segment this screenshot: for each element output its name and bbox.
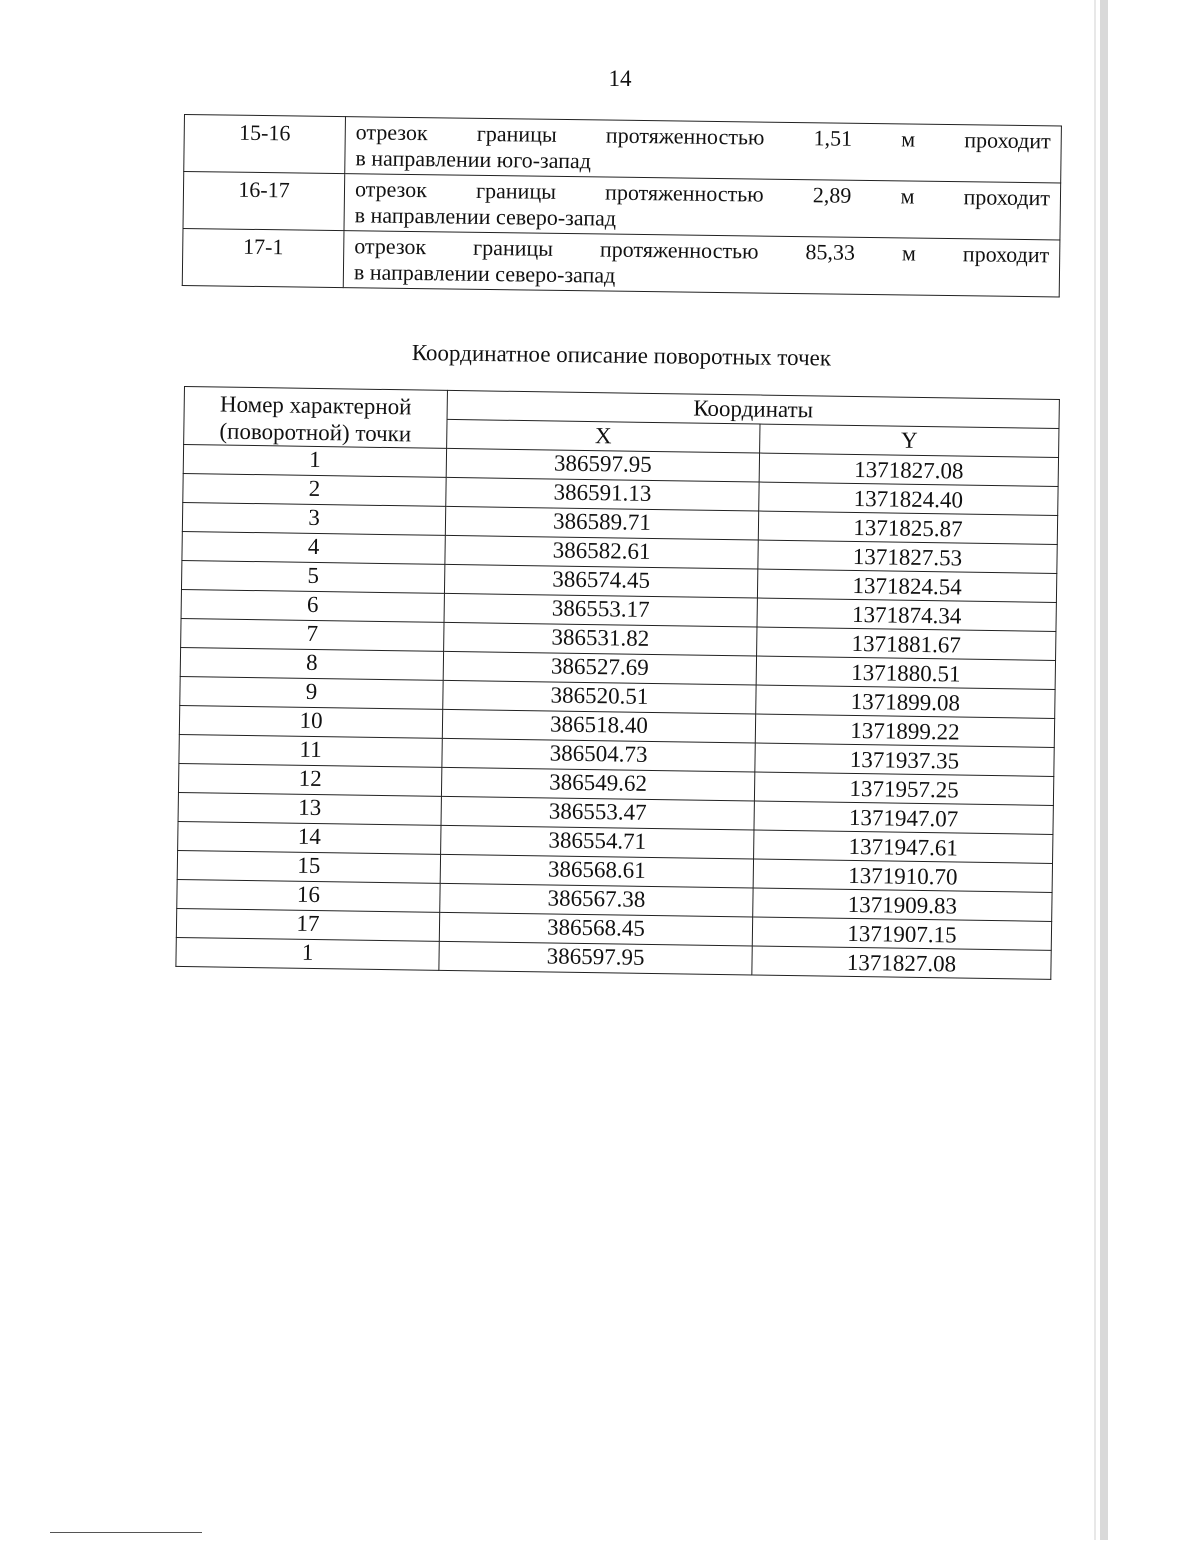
y-coordinate-cell: 1371881.67	[757, 627, 1056, 660]
x-coordinate-cell: 386531.82	[444, 622, 757, 656]
point-number-cell: 17	[176, 908, 439, 941]
x-coordinate-cell: 386549.62	[441, 767, 754, 801]
segment-description	[345, 117, 1062, 183]
y-coordinate-cell: 1371947.61	[754, 830, 1053, 863]
point-number-cell: 1	[176, 937, 439, 970]
x-coordinate-cell: 386553.47	[441, 796, 754, 830]
segment-description-line1: отрезок границы протяженностью 1,51 м проходит	[355, 119, 1051, 154]
x-coordinate-cell: 386568.45	[439, 912, 752, 946]
point-number-cell: 8	[180, 647, 443, 680]
coordinates-table	[175, 386, 1060, 980]
x-coordinate-cell: 386597.95	[439, 941, 752, 975]
y-coordinate-cell: 1371910.70	[753, 859, 1052, 892]
coordinates-table-body	[176, 445, 1059, 980]
y-coordinate-cell: 1371825.87	[758, 511, 1057, 544]
y-header: Y	[760, 424, 1059, 457]
coordinates-header: Координаты	[447, 390, 1059, 428]
x-coordinate-cell: 386567.38	[440, 883, 753, 917]
point-number-cell: 16	[177, 879, 440, 912]
footnote-rule	[50, 1532, 202, 1533]
x-coordinate-cell: 386591.13	[446, 477, 759, 511]
y-coordinate-cell: 1371827.08	[759, 453, 1058, 486]
point-number-cell: 9	[180, 676, 443, 709]
x-coordinate-cell: 386504.73	[442, 738, 755, 772]
section-title: Координатное описание поворотных точек	[411, 340, 832, 371]
segment-id: 17-1	[182, 228, 344, 287]
segments-table-body	[182, 115, 1061, 297]
segment-description	[343, 231, 1060, 297]
y-coordinate-cell: 1371907.15	[752, 917, 1051, 950]
point-number-cell: 10	[179, 705, 442, 738]
point-number-cell: 2	[183, 473, 446, 506]
x-coordinate-cell: 386553.17	[444, 593, 757, 627]
page-edge-shadow	[1094, 0, 1096, 1540]
segments-table	[182, 114, 1062, 297]
segment-id: 15-16	[184, 115, 346, 174]
point-number-cell: 13	[178, 792, 441, 825]
y-coordinate-cell: 1371827.53	[758, 540, 1057, 573]
page-edge	[1100, 0, 1108, 1540]
x-coordinate-cell: 386568.61	[440, 854, 753, 888]
x-coordinate-cell: 386520.51	[443, 680, 756, 714]
x-header: X	[447, 419, 760, 453]
x-coordinate-cell: 386574.45	[444, 564, 757, 598]
point-number-cell: 14	[178, 821, 441, 854]
y-coordinate-cell: 1371880.51	[756, 656, 1055, 689]
point-number-header-line2: (поворотной) точки	[219, 418, 412, 447]
y-coordinate-cell: 1371824.40	[759, 482, 1058, 515]
point-number-cell: 3	[182, 502, 445, 535]
point-number-cell: 1	[183, 445, 446, 478]
y-coordinate-cell: 1371827.08	[752, 946, 1051, 979]
x-coordinate-cell: 386597.95	[446, 448, 759, 482]
y-coordinate-cell: 1371824.54	[757, 569, 1056, 602]
x-coordinate-cell: 386554.71	[441, 825, 754, 859]
y-coordinate-cell: 1371947.07	[754, 801, 1053, 834]
segment-description-line1: отрезок границы протяженностью 2,89 м проходит	[354, 176, 1051, 211]
point-number-cell: 12	[178, 763, 441, 796]
point-number-cell: 15	[177, 850, 440, 883]
point-number-cell: 5	[181, 560, 444, 593]
segment-description-line2: в направлении северо-запад	[353, 259, 616, 288]
segment-description-line2: в направлении северо-запад	[354, 202, 617, 231]
segment-description-line1: отрезок границы протяженностью 85,33 м проходит	[354, 233, 1050, 268]
y-coordinate-cell: 1371899.22	[755, 714, 1054, 747]
point-number-header	[184, 387, 448, 449]
segment-description	[344, 174, 1061, 240]
point-number-cell: 4	[182, 531, 445, 564]
page-number: 14	[608, 66, 632, 91]
x-coordinate-cell: 386589.71	[445, 506, 758, 540]
y-coordinate-cell: 1371874.34	[757, 598, 1056, 631]
segment-description-line2: в направлении юго-запад	[355, 145, 592, 174]
y-coordinate-cell: 1371909.83	[753, 888, 1052, 921]
y-coordinate-cell: 1371957.25	[754, 772, 1053, 805]
point-number-header-line1: Номер характерной	[219, 391, 412, 420]
point-number-cell: 6	[181, 589, 444, 622]
segment-id: 16-17	[183, 172, 345, 231]
point-number-cell: 7	[181, 618, 444, 651]
segment-row	[182, 228, 1060, 296]
x-coordinate-cell: 386527.69	[443, 651, 756, 685]
y-coordinate-cell: 1371937.35	[755, 743, 1054, 776]
point-number-cell: 11	[179, 734, 442, 767]
x-coordinate-cell: 386582.61	[445, 535, 758, 569]
y-coordinate-cell: 1371899.08	[756, 685, 1055, 718]
x-coordinate-cell: 386518.40	[442, 709, 755, 743]
